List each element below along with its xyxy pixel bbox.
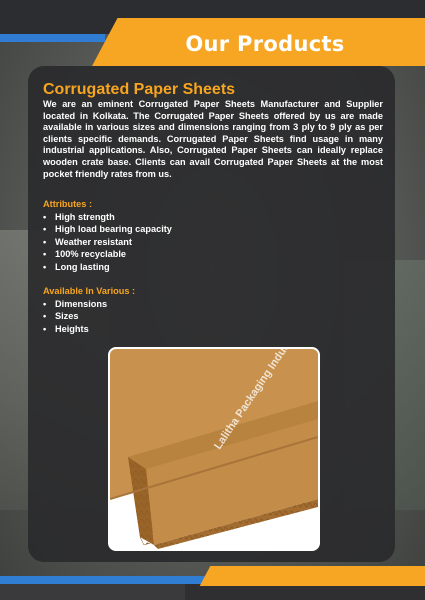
bullet-icon: •: [43, 249, 47, 260]
corrugated-sheets-illustration: [110, 349, 318, 549]
list-item: • Weather resistant: [43, 236, 132, 247]
bullet-icon: •: [43, 224, 47, 235]
bullet-icon: •: [43, 261, 47, 272]
available-label: Available In Various :: [43, 286, 136, 296]
list-item: • Sizes: [43, 311, 79, 322]
product-title: Corrugated Paper Sheets: [43, 81, 236, 98]
bullet-icon: •: [43, 236, 47, 247]
bullet-icon: •: [43, 299, 47, 309]
bullet-icon: •: [43, 323, 47, 334]
attributes-list: [43, 211, 172, 273]
list-item: • 100% recyclable: [43, 249, 127, 260]
list-item: • Dimensions: [43, 299, 108, 309]
list-item: • High strength: [43, 212, 115, 222]
footer-orange-bar: [200, 566, 425, 586]
bullet-icon: •: [43, 212, 47, 222]
page-title: Our Products: [185, 32, 345, 56]
footer-dark-block: [0, 584, 185, 600]
header-blue-accent: [0, 34, 105, 42]
product-description: We are an eminent Corrugated Paper Sheets Manufacturer and Supplier located in Kolkata. The Corrugated Paper Sheets offered by us are made available in various sizes and dimensions ranging from 3 ply to 9 ply as per clients specific demands. Corrugated Paper Sheets find usage in many industrial applications. Also, Corrugated Paper Sheets can ideally replace wooden crate base. Clients can avail Corrugated Paper Sheets at the most pocket friendly rates from us.: [43, 99, 383, 179]
list-item: • Long lasting: [43, 261, 110, 272]
list-item: • Heights: [43, 323, 89, 334]
available-list: [43, 298, 107, 335]
product-image: [108, 347, 320, 551]
attributes-label: Attributes :: [43, 199, 92, 209]
bullet-icon: •: [43, 311, 47, 322]
list-item: • High load bearing capacity: [43, 224, 172, 235]
